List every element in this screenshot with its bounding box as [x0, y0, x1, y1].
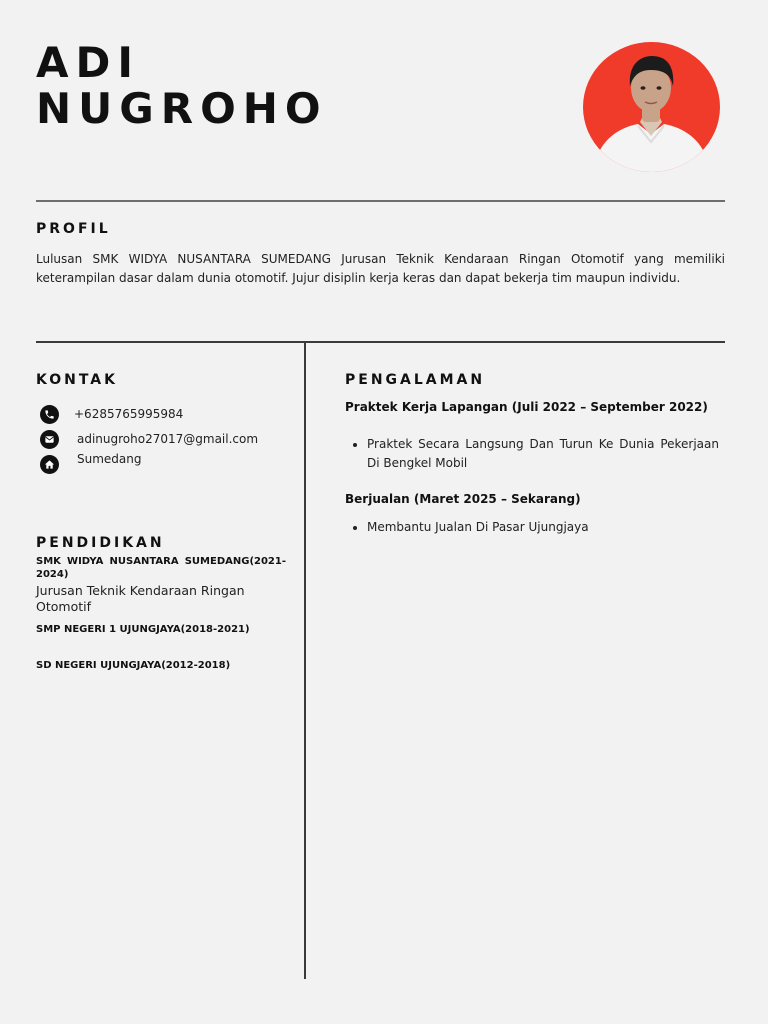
first-name: ADI	[36, 38, 140, 87]
education-title: PENDIDIKAN	[36, 535, 165, 551]
contact-phone	[40, 404, 184, 424]
education-school: SD NEGERI UJUNGJAYA(2012-2018)	[36, 660, 231, 671]
contact-title: KONTAK	[36, 372, 118, 388]
email-address: adinugroho27017@gmail.com	[77, 432, 259, 446]
contact-email	[40, 429, 259, 449]
education-school: SMK WIDYA NUSANTARA SUMEDANG(2021-2024)	[36, 556, 286, 580]
last-name: NUGROHO	[36, 84, 328, 133]
job-title: Praktek Kerja Lapangan (Juli 2022 – September 2022)	[345, 400, 708, 414]
education-major: Jurusan Teknik Kendaraan Ringan Otomotif	[36, 583, 245, 614]
job-title: Berjualan (Maret 2025 – Sekarang)	[345, 492, 581, 506]
candidate-name	[36, 40, 328, 132]
profile-text: Lulusan SMK WIDYA NUSANTARA SUMEDANG Jurusan Teknik Kendaraan Ringan Otomotif yang memiliki keterampilan dasar dalam dunia otomotif. Jujur disiplin kerja keras dan dapat bekerja tim maupun individu.	[36, 252, 725, 285]
job-points	[345, 435, 719, 472]
email-icon	[40, 430, 59, 449]
job-points	[345, 518, 719, 537]
list-item: • Praktek Secara Langsung Dan Turun Ke Dunia Pekerjaan Di Bengkel Mobil	[367, 435, 719, 472]
section-divider	[36, 341, 725, 343]
profile-title: PROFIL	[36, 221, 111, 237]
phone-number: +6285765995984	[74, 407, 184, 421]
profile-photo	[583, 42, 720, 172]
location-text: Sumedang	[77, 452, 142, 466]
header-divider	[36, 200, 725, 202]
contact-location	[40, 452, 142, 474]
education-school: SMP NEGERI 1 UJUNGJAYA(2018-2021)	[36, 624, 250, 635]
column-divider	[304, 342, 306, 979]
phone-icon	[40, 405, 59, 424]
experience-title: PENGALAMAN	[345, 372, 486, 388]
home-icon	[40, 455, 59, 474]
list-item: • Membantu Jualan Di Pasar Ujungjaya	[367, 518, 719, 537]
